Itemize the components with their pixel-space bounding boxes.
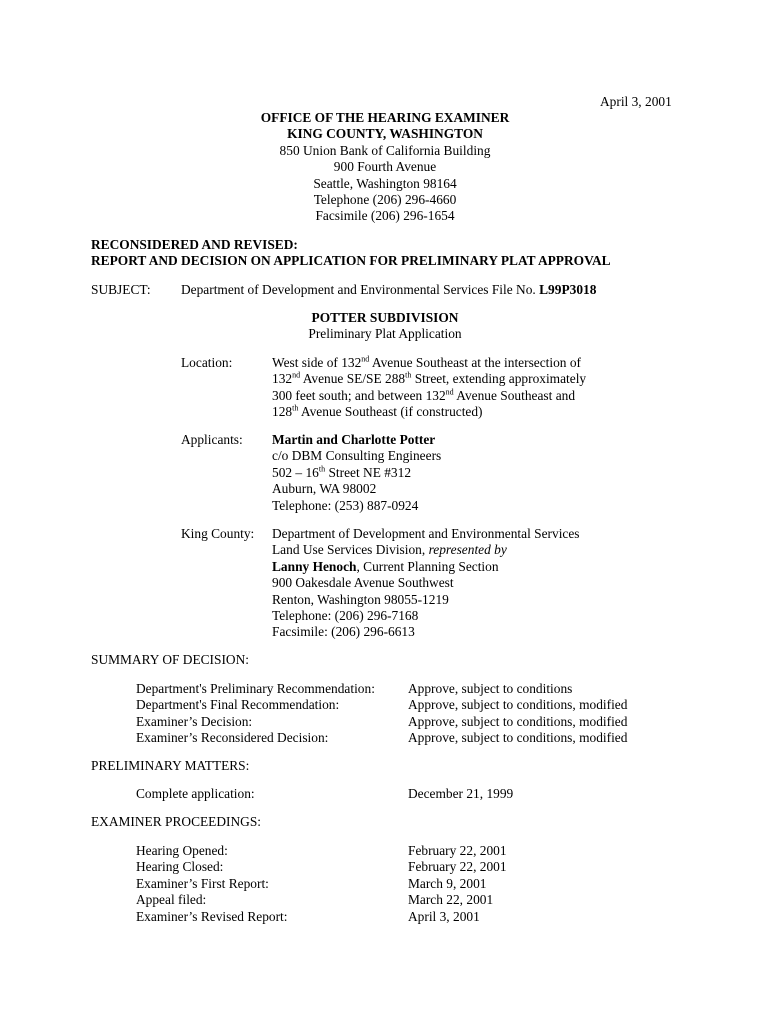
address-line: Seattle, Washington 98164 xyxy=(313,175,457,191)
summary-row-label: Department's Final Recommendation: xyxy=(136,697,340,713)
applicant-care-of: c/o DBM Consulting Engineers xyxy=(272,448,442,464)
location-line3-cont: Avenue Southeast and xyxy=(453,387,576,403)
applicant-street-cont: Street NE #312 xyxy=(325,464,412,480)
location-label: Location: xyxy=(181,355,233,370)
applicants-label: Applicants: xyxy=(181,432,243,447)
subject-text xyxy=(181,282,596,298)
county-department: Department of Development and Environmental Services xyxy=(272,526,580,541)
location-line4: 128 xyxy=(272,404,293,420)
proceedings-row-value: February 22, 2001 xyxy=(408,859,507,875)
ordinal-suffix: nd xyxy=(361,354,370,364)
summary-row-value: Approve, subject to conditions, modified xyxy=(408,697,628,713)
king-county-label: King County: xyxy=(181,526,255,541)
county-division: Land Use Services Division, xyxy=(272,542,429,558)
county-street: 900 Oakesdale Avenue Southwest xyxy=(272,575,454,591)
office-name: OFFICE OF THE HEARING EXAMINER xyxy=(260,110,510,125)
subject-label: SUBJECT: xyxy=(91,282,151,297)
applicant-telephone: Telephone: (253) 887-0924 xyxy=(272,497,419,513)
location-line3: 300 feet south; and between 132 xyxy=(272,387,446,403)
county-facsimile: Facsimile: (206) 296-6613 xyxy=(272,624,415,640)
telephone-line: Telephone (206) 296-4660 xyxy=(313,192,457,208)
proceedings-row-value: March 22, 2001 xyxy=(408,892,494,908)
summary-row-label: Examiner’s Reconsidered Decision: xyxy=(136,730,329,746)
representative-section: , Current Planning Section xyxy=(356,558,499,574)
project-type: Preliminary Plat Application xyxy=(308,326,462,342)
report-title-line1: RECONSIDERED AND REVISED: xyxy=(91,237,298,252)
file-number: L99P3018 xyxy=(539,282,597,297)
proceedings-values xyxy=(408,843,507,925)
proceedings-row-value: February 22, 2001 xyxy=(408,843,507,858)
ordinal-suffix: th xyxy=(292,403,299,413)
subject-description: Department of Development and Environmental Services File No. xyxy=(181,282,536,297)
ordinal-suffix: th xyxy=(405,370,412,380)
report-title xyxy=(91,237,611,270)
proceedings-labels xyxy=(136,843,287,925)
project-block xyxy=(170,310,600,343)
location-line2-cont: Avenue SE/SE 288 xyxy=(300,371,406,387)
ordinal-suffix: th xyxy=(318,464,326,474)
ordinal-suffix: nd xyxy=(292,370,301,380)
report-title-line2: REPORT AND DECISION ON APPLICATION FOR PRELIMINARY PLAT APPROVAL xyxy=(91,253,611,269)
proceedings-row-label: Appeal filed: xyxy=(136,892,207,908)
preliminary-heading: PRELIMINARY MATTERS: xyxy=(91,758,250,773)
location-line1: West side of 132 xyxy=(272,355,362,370)
summary-labels xyxy=(136,681,375,747)
proceedings-heading: EXAMINER PROCEEDINGS: xyxy=(91,814,261,829)
facsimile-line: Facsimile (206) 296-1654 xyxy=(315,208,455,224)
proceedings-row-value: March 9, 2001 xyxy=(408,875,487,891)
proceedings-row-value: April 3, 2001 xyxy=(408,908,480,924)
representative-name: Lanny Henoch xyxy=(272,558,357,574)
report-date: April 3, 2001 xyxy=(600,94,672,109)
represented-by: represented by xyxy=(428,542,507,558)
summary-row-label: Examiner’s Decision: xyxy=(136,713,253,729)
address-line: 900 Fourth Avenue xyxy=(333,159,437,175)
summary-values xyxy=(408,681,627,747)
location-line2: 132 xyxy=(272,371,293,387)
location-line4-cont: Avenue Southeast (if constructed) xyxy=(298,404,483,420)
proceedings-row-label: Examiner’s First Report: xyxy=(136,875,269,891)
county-name: KING COUNTY, WASHINGTON xyxy=(287,126,483,142)
location-line1-cont: Avenue Southeast at the intersection of xyxy=(369,355,582,370)
summary-row-value: Approve, subject to conditions, modified xyxy=(408,713,628,729)
applicant-name: Martin and Charlotte Potter xyxy=(272,432,436,447)
king-county-text xyxy=(272,526,580,641)
proceedings-row-label: Hearing Opened: xyxy=(136,843,228,858)
project-name: POTTER SUBDIVISION xyxy=(311,310,459,325)
summary-heading: SUMMARY OF DECISION: xyxy=(91,652,249,667)
location-line2-end: Street, extending approximately xyxy=(411,371,587,387)
ordinal-suffix: nd xyxy=(445,387,454,397)
proceedings-row-label: Hearing Closed: xyxy=(136,859,224,875)
preliminary-row-label: Complete application: xyxy=(136,786,255,801)
preliminary-row-value: December 21, 1999 xyxy=(408,786,514,801)
summary-row-value: Approve, subject to conditions, modified xyxy=(408,730,628,746)
applicants-text xyxy=(272,432,441,514)
summary-row-label: Department's Preliminary Recommendation: xyxy=(136,681,375,696)
office-header xyxy=(170,110,600,225)
applicant-city: Auburn, WA 98002 xyxy=(272,481,377,497)
address-line: 850 Union Bank of California Building xyxy=(279,142,491,158)
location-text xyxy=(272,355,586,421)
applicant-street: 502 – 16 xyxy=(272,464,319,480)
county-city: Renton, Washington 98055-1219 xyxy=(272,591,449,607)
summary-row-value: Approve, subject to conditions xyxy=(408,681,573,696)
proceedings-row-label: Examiner’s Revised Report: xyxy=(136,908,288,924)
county-telephone: Telephone: (206) 296-7168 xyxy=(272,608,419,624)
